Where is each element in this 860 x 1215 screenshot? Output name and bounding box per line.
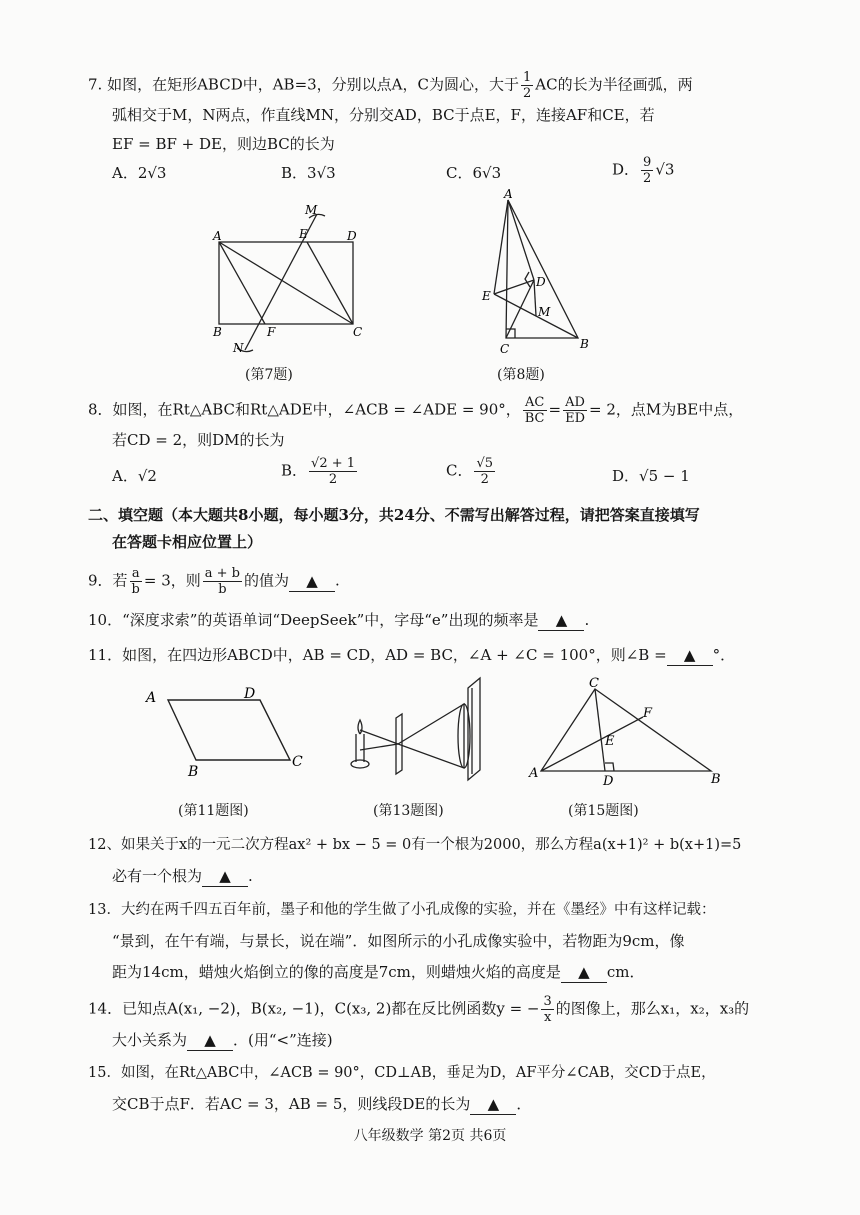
- q8-frac1: [523, 395, 547, 426]
- q8-option-c-den: 2: [480, 472, 489, 487]
- q7-option-d: [612, 155, 674, 186]
- q9-answer-blank: ▲: [289, 571, 335, 592]
- q7-option-d-frac: [641, 155, 653, 186]
- label-e: E: [605, 734, 615, 749]
- q14-frac: [541, 994, 553, 1025]
- ray-top: [360, 730, 398, 744]
- label-b: B: [711, 772, 721, 787]
- label-f: F: [267, 325, 276, 339]
- parallelogram-abcd: [168, 700, 290, 760]
- q11-end: °．: [712, 646, 736, 664]
- q13-line1: 13．大约在两千四五百年前，墨子和他的学生做了小孔成像的实验，并在《墨经》中有这样记载：: [88, 902, 716, 918]
- q14-answer-blank: ▲: [187, 1030, 233, 1051]
- q7-line3: EF = BF + DE，则边BC的长为: [112, 135, 335, 153]
- q8-frac2-num: AD: [563, 395, 587, 411]
- label-b: B: [188, 764, 199, 780]
- q8-eq: =: [548, 400, 562, 419]
- q14-line2-suffix: ．(用“<”连接): [233, 1031, 333, 1049]
- q15-caption: (第15题图): [568, 803, 639, 819]
- q9-end: .: [335, 571, 340, 590]
- q7-option-d-prefix: D．: [612, 160, 640, 179]
- q14-frac-den: x: [543, 1010, 552, 1025]
- q7-option-d-den: 2: [643, 171, 652, 186]
- q9-frac2: [203, 566, 242, 597]
- q13-line2: “景到，在午有端，与景长，说在端”．如图所示的小孔成像实验中，若物距为9cm，像: [112, 932, 685, 950]
- q12-answer-blank: ▲: [202, 866, 248, 887]
- right-angle-d: [525, 272, 530, 287]
- segment-ae: [494, 200, 508, 294]
- q11-text: 11．如图，在四边形ABCD中，AB = CD，AD = BC，∠A + ∠C = 100°，则∠B =: [88, 646, 667, 664]
- figure-q7: [205, 200, 375, 360]
- figure-q8: [478, 188, 598, 358]
- q13-line3: [112, 962, 645, 983]
- segment-ce: [307, 242, 353, 324]
- q7-option-c: C．6√3: [446, 164, 502, 182]
- q15-end: ．: [516, 1095, 532, 1113]
- q9-prefix: 9．若: [88, 571, 128, 590]
- q14-line1-suffix: 的图像上，那么x₁，x₂，x₃的: [555, 999, 750, 1018]
- q7-fraction: [521, 70, 533, 101]
- q8-option-b-prefix: B．: [281, 461, 308, 480]
- figure-q15: [525, 675, 725, 790]
- q8-option-b: [281, 456, 359, 487]
- q8-frac2-den: ED: [565, 411, 586, 426]
- q7-option-d-suffix: √3: [655, 160, 675, 179]
- q8-frac1-den: BC: [524, 411, 545, 426]
- q8-option-a: A．√2: [112, 467, 157, 485]
- q9-frac1-num: a: [130, 566, 142, 582]
- ray-bottom: [360, 744, 398, 750]
- q8-option-b-den: 2: [328, 472, 338, 487]
- q15-line1: 15．如图，在Rt△ABC中，∠ACB = 90°，CD⊥AB，垂足为D，AF平分∠CAB，交CD于点E，: [88, 1065, 716, 1081]
- segment-af: [219, 242, 265, 324]
- q7-option-b: B．3√3: [281, 164, 336, 182]
- label-c: C: [292, 754, 303, 770]
- q14-line1-prefix: 14．已知点A(x₁, −2)，B(x₂, −1)，C(x₃, 2)都在反比例函数y = −: [88, 999, 540, 1018]
- q12-line1: 12、如果关于x的一元二次方程ax² + bx − 5 = 0有一个根为2000，那么方程a(x+1)² + b(x+1)=5: [88, 837, 742, 853]
- label-m: M: [305, 203, 318, 217]
- label-m: M: [538, 305, 551, 319]
- q10: [88, 610, 589, 631]
- q9-suffix: 的值为: [244, 571, 290, 590]
- q9: [88, 566, 340, 597]
- triangle-acb: [541, 689, 711, 771]
- section2-heading-line2: 在答题卡相应位置上）: [112, 533, 263, 551]
- segment-ad: [508, 200, 534, 280]
- figure-q13: [340, 674, 500, 784]
- q14-line2: [112, 1030, 333, 1051]
- q9-frac2-den: b: [218, 582, 227, 597]
- label-a: A: [146, 690, 157, 706]
- light-cone: [398, 704, 464, 768]
- q7-line1-text: 7. 如图，在矩形ABCD中，AB=3，分别以点A，C为圆心，大于: [88, 75, 519, 94]
- q10-text: 10．“深度求索”的英语单词“DeepSeek”中，字母“e”出现的频率是: [88, 611, 539, 629]
- diagonal-ac: [219, 242, 353, 324]
- q10-answer-blank: ▲: [538, 610, 584, 631]
- q10-end: .: [584, 611, 590, 629]
- label-c: C: [500, 342, 510, 356]
- q8-option-c-num: √5: [476, 456, 494, 471]
- q13-line3-prefix: 距为14cm，蜡烛火焰倒立的像的高度是7cm，则蜡烛火焰的高度是: [112, 963, 561, 981]
- q15-line2: [112, 1094, 531, 1115]
- q8-option-d: D．√5 − 1: [612, 467, 690, 485]
- q7-option-a: A．2√3: [112, 164, 167, 182]
- q15-answer-blank: ▲: [470, 1094, 516, 1115]
- label-e: E: [299, 227, 308, 241]
- q11: [88, 645, 735, 666]
- right-angle-d: [605, 763, 614, 771]
- q7-frac-den: 2: [523, 86, 532, 101]
- q9-frac1-den: b: [131, 582, 140, 597]
- q12-line2: [112, 866, 253, 887]
- figure-q11: [140, 682, 320, 782]
- label-d: D: [603, 774, 614, 789]
- label-d: D: [347, 229, 357, 243]
- q9-frac2-num: a + b: [204, 566, 240, 581]
- section2-heading-line1: 二、填空题（本大题共8小题，每小题3分，共24分、不需写出解答过程，请把答案直接填写: [88, 506, 700, 524]
- q7-caption: (第7题): [245, 367, 293, 383]
- q8-option-c-frac: [474, 456, 495, 487]
- label-c: C: [353, 325, 363, 339]
- q7-line1-end: AC的长为半径画弧，两: [535, 75, 693, 94]
- q14-frac-num: 3: [543, 994, 552, 1009]
- q8-line1-b: = 2，点M为BE中点，: [589, 400, 744, 419]
- label-a: A: [504, 188, 513, 201]
- segment-af: [541, 717, 643, 771]
- q7-frac-num: 1: [523, 70, 532, 85]
- candle-flame-icon: [358, 720, 362, 734]
- label-a: A: [213, 229, 222, 243]
- label-b: B: [580, 337, 589, 351]
- q8-line1: [88, 395, 743, 426]
- q8-option-b-frac: [309, 456, 357, 487]
- q8-option-c-prefix: C．: [446, 461, 473, 480]
- q12-line2-prefix: 必有一个根为: [112, 867, 203, 885]
- q8-line2: 若CD = 2，则DM的长为: [112, 431, 285, 449]
- page-footer: 八年级数学 第2页 共6页: [353, 1128, 507, 1144]
- q13-answer-blank: ▲: [561, 962, 607, 983]
- q11-answer-blank: ▲: [667, 645, 713, 666]
- label-f: F: [643, 706, 653, 721]
- label-b: B: [213, 325, 222, 339]
- q11-caption: (第11题图): [178, 803, 249, 819]
- q14-line1: [88, 994, 749, 1025]
- segment-cd: [595, 689, 605, 771]
- q13-caption: (第13题图): [373, 803, 444, 819]
- q12-end: .: [248, 867, 253, 885]
- q7-line2: 弧相交于M，N两点，作直线MN，分别交AD，BC于点E，F，连接AF和CE，若: [112, 106, 655, 124]
- label-a: A: [529, 766, 539, 781]
- label-n: N: [233, 341, 244, 355]
- label-c: C: [589, 676, 599, 691]
- q8-option-c: [446, 456, 497, 487]
- label-d: D: [244, 686, 256, 702]
- q15-line2-prefix: 交CB于点F．若AC = 3，AB = 5，则线段DE的长为: [112, 1095, 471, 1113]
- q9-frac1: [130, 566, 142, 597]
- q7-line1: [88, 70, 693, 101]
- q13-end: cm．: [606, 963, 645, 981]
- q7-option-d-num: 9: [643, 155, 652, 170]
- label-e: E: [482, 289, 491, 303]
- q8-line1-a: 8．如图，在Rt△ABC和Rt△ADE中，∠ACB = ∠ADE = 90°，: [88, 400, 521, 419]
- q14-line2-prefix: 大小关系为: [112, 1031, 188, 1049]
- q8-frac1-num: AC: [523, 395, 547, 411]
- candle-base: [351, 760, 369, 768]
- q9-mid: = 3，则: [143, 571, 201, 590]
- q8-option-b-num: √2 + 1: [311, 456, 356, 471]
- q8-caption: (第8题): [497, 367, 545, 383]
- label-d: D: [536, 275, 546, 289]
- q8-frac2: [563, 395, 587, 426]
